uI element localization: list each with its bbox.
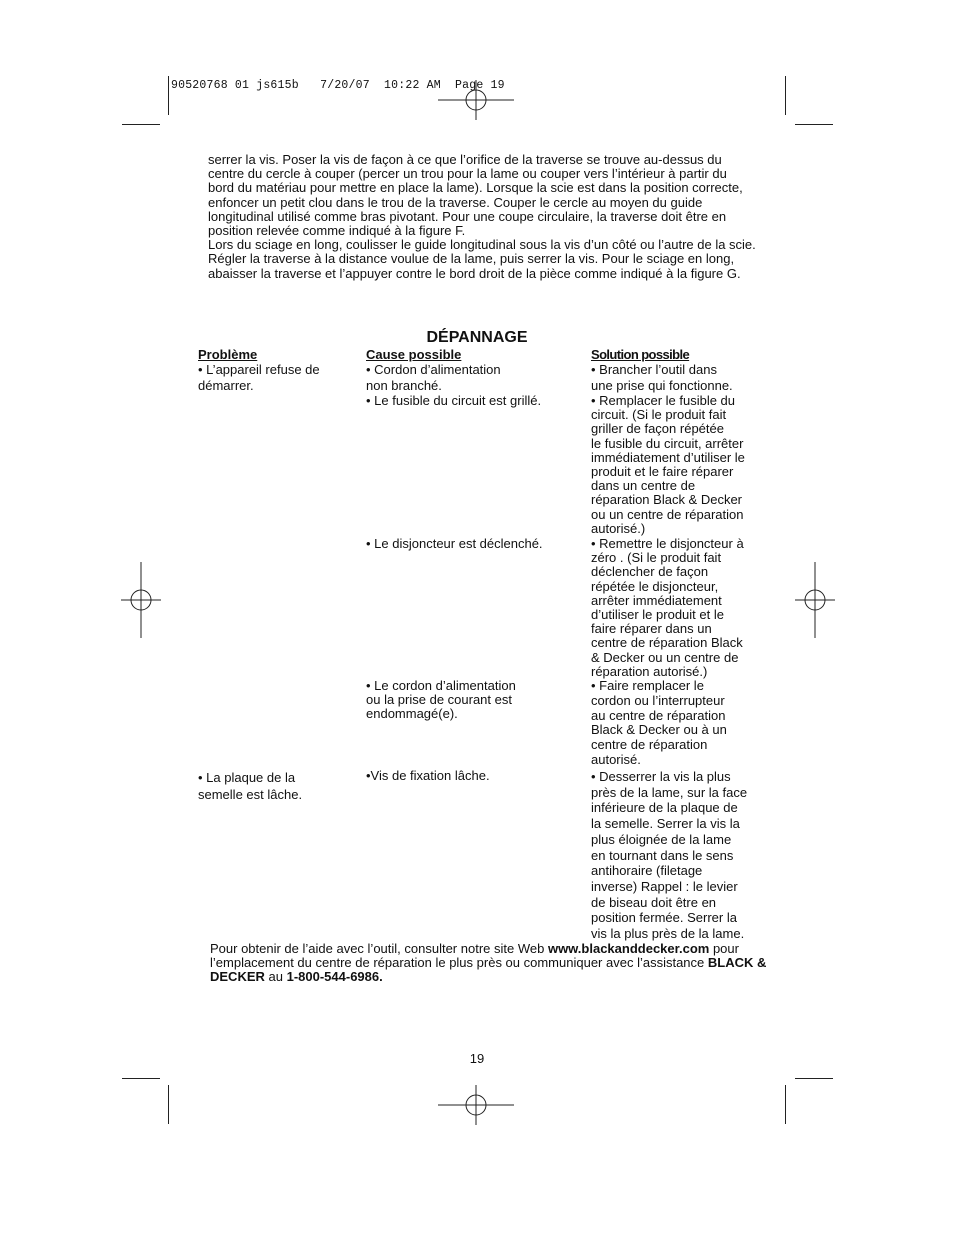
problem-cell: • La plaque de la semelle est lâche. <box>198 770 303 802</box>
solution-cell: • Brancher l’outil dans une prise qui fonctionne. <box>591 362 733 393</box>
support-text: pour l’emplacement du centre de réparation le plus près ou communiquer avec l’assistance <box>210 941 739 971</box>
registration-mark-icon <box>795 562 835 638</box>
intro-paragraph: Lors du sciage en long, coulisser le guide longitudinal sous la vis d’un côté ou l’autre de la scie. Régler la traverse à la distance voulue de la lame, puis serrer la vis. Pour le sciage en long, abaisser la traverse et l’appuyer contre le bord droit de la pièce comme indiqué à la figure G. <box>208 237 756 281</box>
column-header-cause: Cause possible <box>366 347 462 362</box>
phone-number: 1-800-544-6986. <box>286 969 383 985</box>
column-header-problem: Problème <box>198 347 258 362</box>
troubleshooting-title: DÉPANNAGE <box>426 329 528 346</box>
crop-mark <box>122 1078 160 1079</box>
crop-mark <box>168 1085 169 1124</box>
website-link[interactable]: www.blackanddecker.com <box>547 941 710 956</box>
print-slug: 90520768 01 js615b 7/20/07 10:22 AM Page 19 <box>171 79 505 92</box>
solution-cell: • Remettre le disjoncteur à zéro . (Si le produit fait déclencher de façon répétée le disjoncteur, arrêter immédiatement d’utiliser le produit et le faire réparer dans un centre de réparation Black & Decker ou un centre de réparation autorisé.) <box>591 536 744 679</box>
crop-mark <box>795 124 833 125</box>
registration-mark-icon <box>438 80 514 120</box>
crop-mark <box>168 76 169 115</box>
crop-mark <box>122 124 160 125</box>
cause-cell: • Cordon d’alimentation non branché. <box>366 362 501 393</box>
solution-cell: • Remplacer le fusible du circuit. (Si le produit fait griller de façon répétée le fusible du circuit, arrêter immédiatement d’utiliser le produit et le faire réparer dans un centre de réparation Black & Decker ou un centre de réparation autorisé.) <box>591 393 745 536</box>
page-number: 19 <box>469 1051 485 1066</box>
registration-mark-icon <box>121 562 161 638</box>
crop-mark <box>785 1085 786 1124</box>
registration-mark-icon <box>438 1085 514 1125</box>
problem-cell: • L’appareil refuse de démarrer. <box>198 362 320 393</box>
cause-cell: • Le fusible du circuit est grillé. <box>366 393 542 408</box>
intro-paragraph: serrer la vis. Poser la vis de façon à ce que l’orifice de la traverse se trouve au-dessus du centre du cercle à couper (percer un trou pour la lame ou couper vers l’intérieur à partir du bord du matériau pour mettre en place la lame). Lorsque la scie est dans la position correcte, enfoncer un petit clou dans le trou de la traverse. Couper le cercle au moyen du guide longitudinal utilisé comme bras pivotant. Pour une coupe circulaire, la traverse doit être en position relevée comme indiqué à la figure F. <box>208 152 743 239</box>
column-header-solution: Solution possible <box>591 347 690 362</box>
solution-cell: • Faire remplacer le cordon ou l’interrupteur au centre de réparation Black & Decker ou à un centre de réparation autorisé. <box>591 678 727 767</box>
cause-cell: • Le disjoncteur est déclenché. <box>366 536 543 551</box>
support-note <box>210 942 770 985</box>
crop-mark <box>795 1078 833 1079</box>
support-text: Pour obtenir de l’aide avec l’outil, consulter notre site Web <box>210 941 548 956</box>
cause-cell: • Le cordon d’alimentation ou la prise de courant est endommagé(e). <box>366 678 516 722</box>
intro-text <box>208 153 756 281</box>
support-text: au <box>264 969 287 985</box>
solution-cell: • Desserrer la vis la plus près de la lame, sur la face inférieure de la plaque de la semelle. Serrer la vis la plus éloignée de la lame en tournant dans le sens antihoraire (filetage inverse) Rappel : le levier de biseau doit être en position fermée. Serrer la vis la plus près de la lame. <box>591 769 748 942</box>
cause-cell: •Vis de fixation lâche. <box>366 768 490 783</box>
crop-mark <box>785 76 786 115</box>
brand-name: BLACK & DECKER <box>210 955 767 985</box>
